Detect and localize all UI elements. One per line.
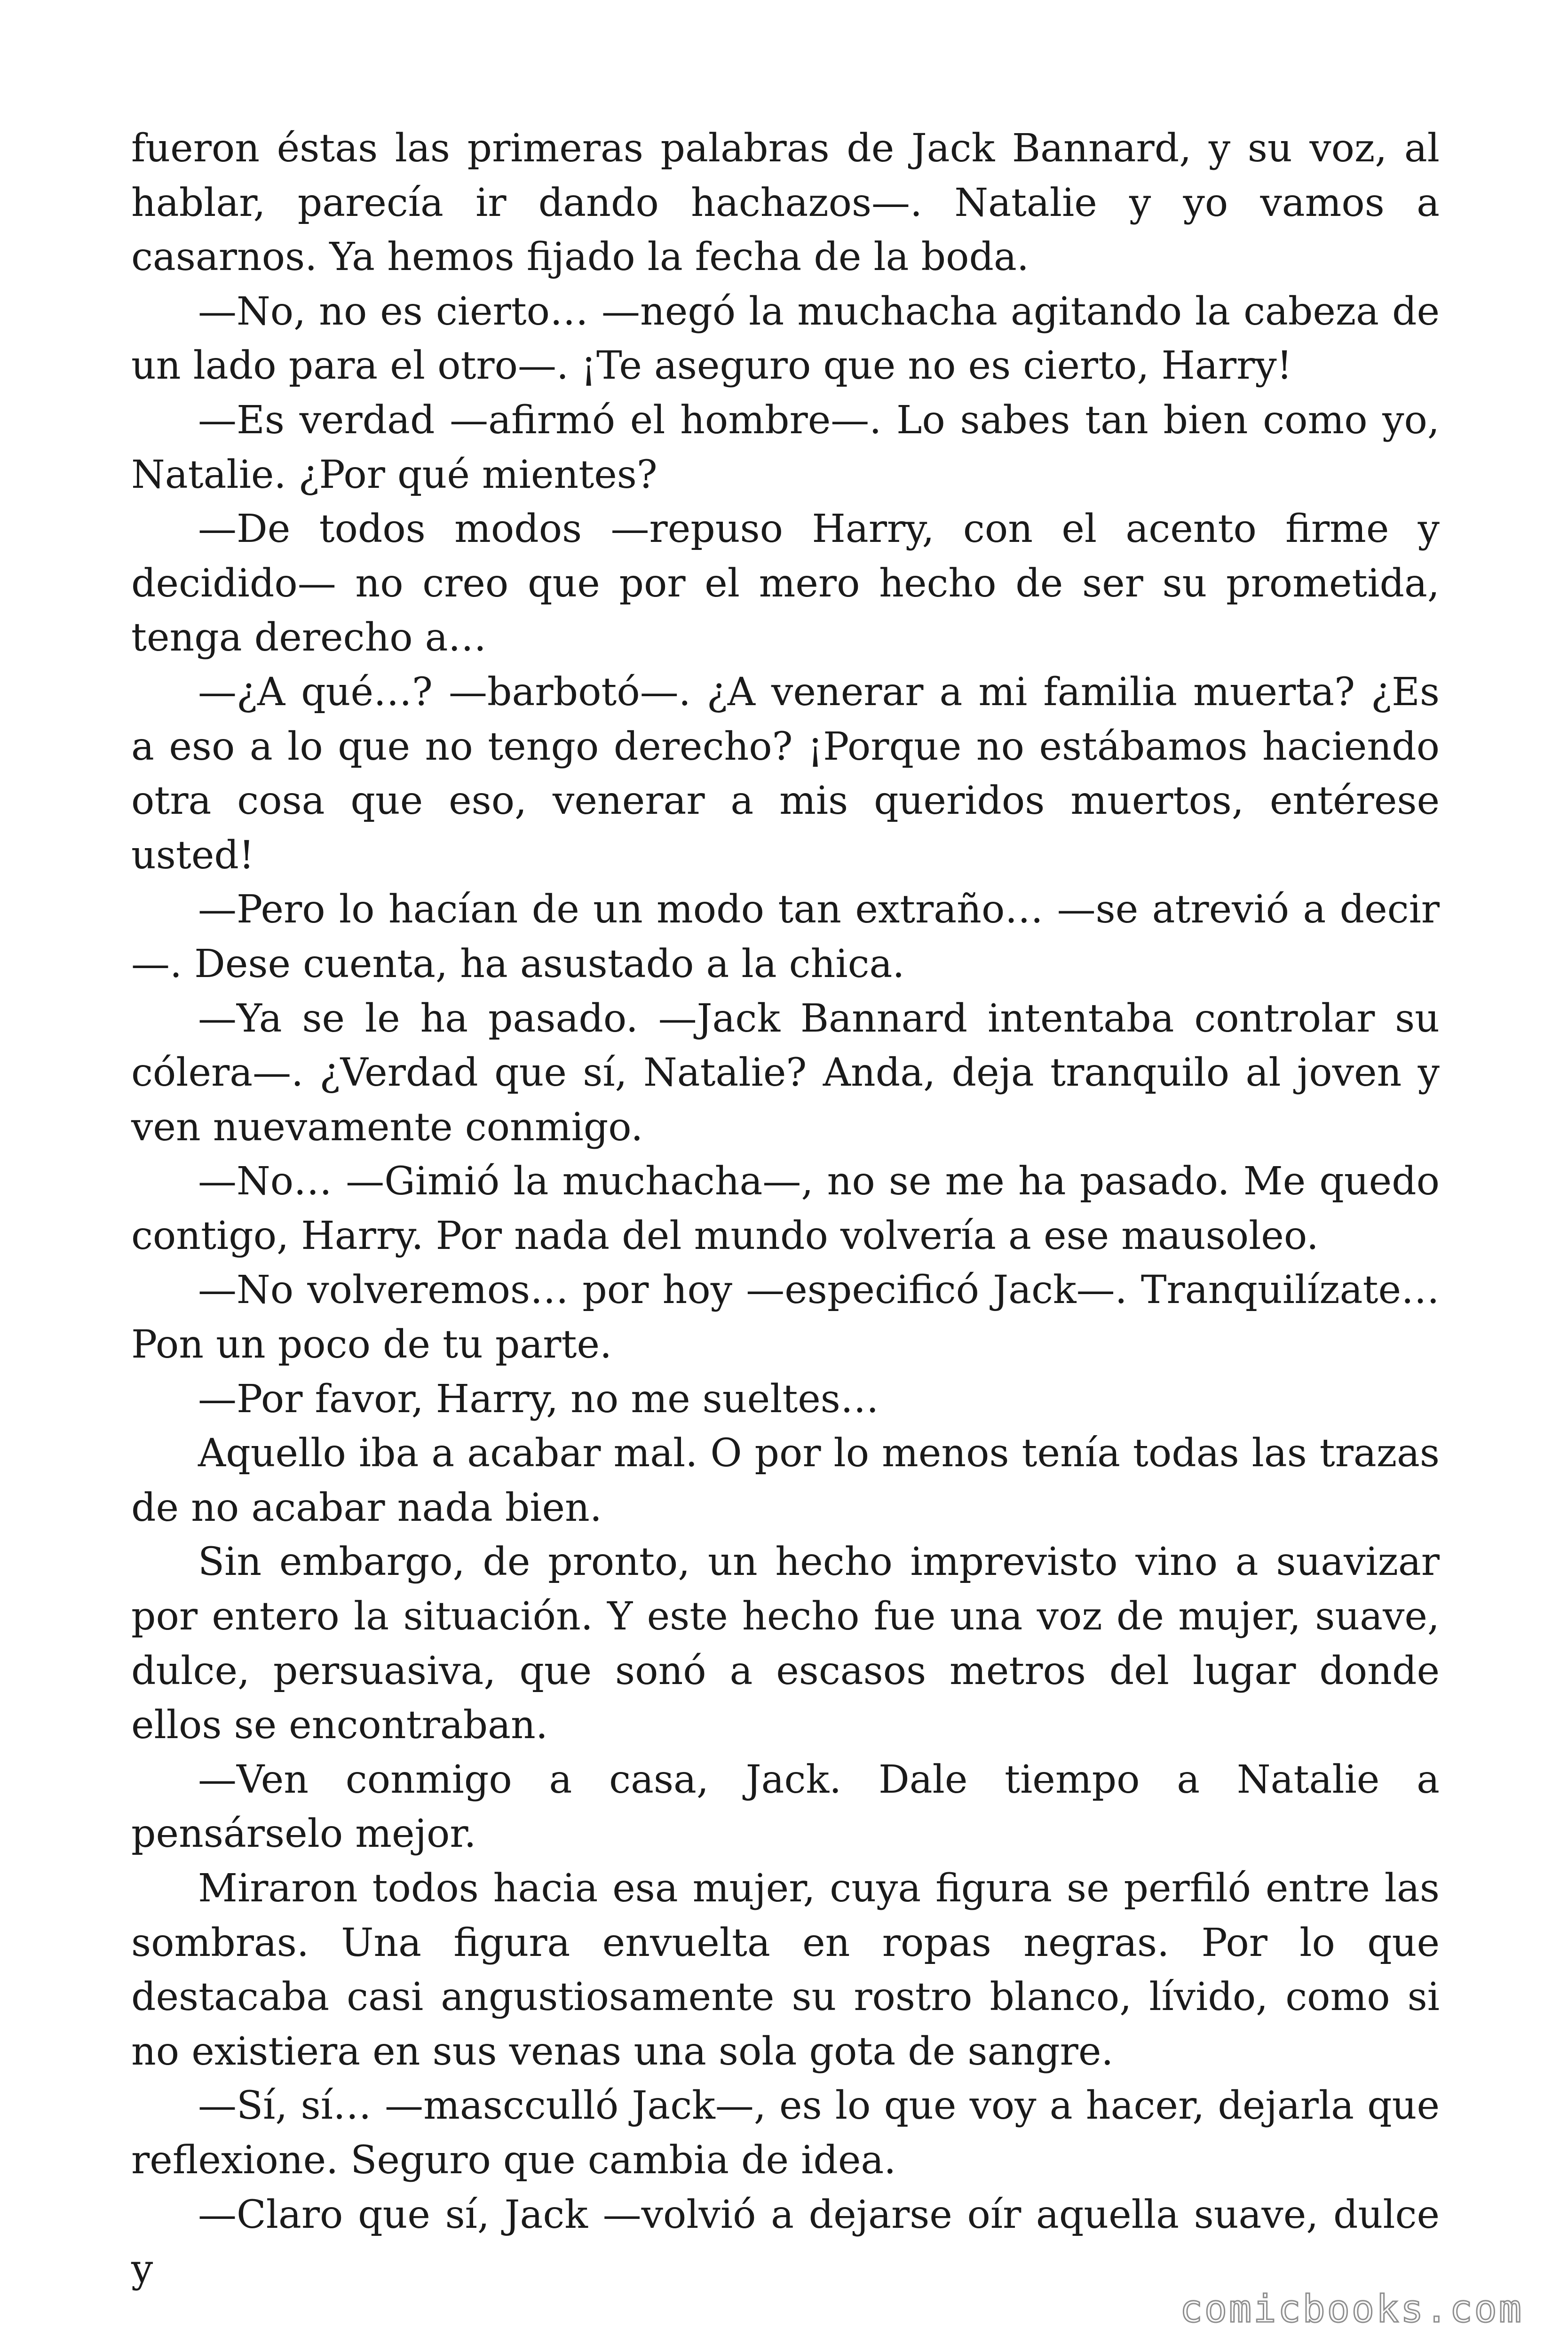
- paragraph-5: —¿A qué…? —barbotó—. ¿A venerar a mi familia muerta? ¿Es a eso a lo que no tengo derecho? ¡Porque no estábamos haciendo otra cosa que eso, venerar a mis queridos muertos, entérese usted!: [131, 669, 1440, 878]
- paragraph-9: —No volveremos… por hoy —especificó Jack—. Tranquilízate… Pon un poco de tu parte.: [131, 1268, 1440, 1367]
- paragraph-6: —Pero lo hacían de un modo tan extraño… —se atrevió a decir —. Dese cuenta, ha asustado a la chica.: [131, 887, 1440, 986]
- paragraph-13: —Ven conmigo a casa, Jack. Dale tiempo a Natalie a pensárselo mejor.: [131, 1757, 1440, 1857]
- watermark: comicbooks.com: [1180, 2287, 1523, 2331]
- paragraph-11: Aquello iba a acabar mal. O por lo menos tenía todas las trazas de no acabar nada bien.: [131, 1431, 1440, 1530]
- paragraph-1: fueron éstas las primeras palabras de Jack Bannard, y su voz, al hablar, parecía ir dando hachazos—. Natalie y yo vamos a casarnos. Ya hemos fijado la fecha de la boda.: [131, 126, 1440, 280]
- paragraph-7: —Ya se le ha pasado. —Jack Bannard intentaba controlar su cólera—. ¿Verdad que sí, Natalie? Anda, deja tranquilo al joven y ven nuevamente conmigo.: [131, 996, 1440, 1150]
- paragraph-15: —Sí, sí… —mascculló Jack—, es lo que voy a hacer, dejarla que reflexione. Seguro que cambia de idea.: [131, 2083, 1440, 2183]
- paragraph-2: —No, no es cierto… —negó la muchacha agitando la cabeza de un lado para el otro—. ¡Te aseguro que no es cierto, Harry!: [131, 289, 1440, 389]
- paragraph-8: —No… —Gimió la muchacha—, no se me ha pasado. Me quedo contigo, Harry. Por nada del mundo volvería a ese mausoleo.: [131, 1159, 1440, 1258]
- paragraph-10: —Por favor, Harry, no me sueltes…: [198, 1376, 879, 1422]
- paragraph-14: Miraron todos hacia esa mujer, cuya figura se perfiló entre las sombras. Una figura envuelta en ropas negras. Por lo que destacaba casi angustiosamente su rostro blanco, lívido, como si no existiera en sus venas una sola gota de sangre.: [131, 1866, 1440, 2074]
- paragraph-12: Sin embargo, de pronto, un hecho imprevisto vino a suavizar por entero la situación. Y este hecho fue una voz de mujer, suave, dulce, persuasiva, que sonó a escasos metros del lugar donde ellos se encontraban.: [131, 1540, 1440, 1748]
- body-text: [131, 121, 1440, 2296]
- paragraph-4: —De todos modos —repuso Harry, con el acento firme y decidido— no creo que por el mero hecho de ser su prometida, tenga derecho a…: [131, 507, 1440, 660]
- paragraph-3: —Es verdad —afirmó el hombre—. Lo sabes tan bien como yo, Natalie. ¿Por qué mientes?: [131, 397, 1440, 497]
- paragraph-16: —Claro que sí, Jack —volvió a dejarse oír aquella suave, dulce y: [131, 2192, 1440, 2292]
